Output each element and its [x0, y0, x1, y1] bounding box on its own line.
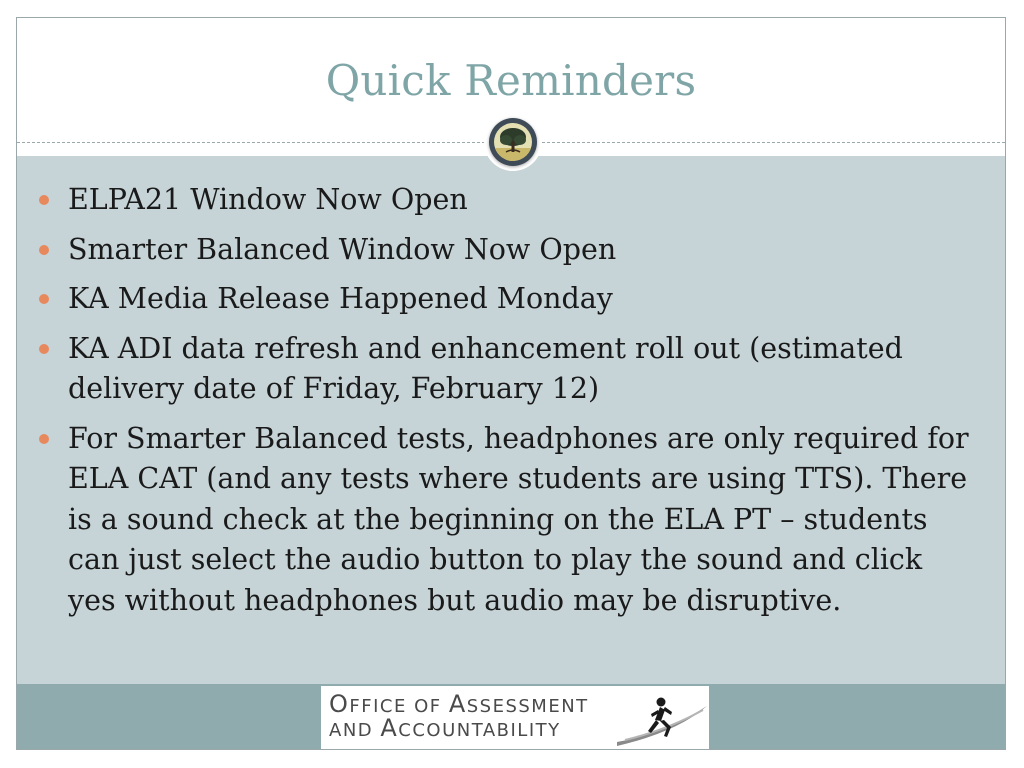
bullet-item [39, 279, 969, 320]
bullet-text: KA Media Release Happened Monday [68, 282, 613, 315]
bullet-dot-icon [39, 245, 49, 255]
seal-face [494, 123, 532, 161]
tree-seal-icon [484, 113, 542, 171]
slide [16, 17, 1006, 750]
bullet-item [39, 230, 969, 271]
tree-icon [494, 123, 532, 161]
bullet-item [39, 329, 969, 410]
bullet-dot-icon [39, 434, 49, 444]
seal-ring [489, 118, 537, 166]
bullet-list [39, 180, 969, 630]
logo-initial-o: O [329, 690, 350, 718]
logo-text-accountability: CCOUNTABILITY [398, 720, 561, 741]
bullet-text: Smarter Balanced Window Now Open [68, 232, 617, 266]
bullet-dot-icon [39, 195, 49, 205]
content-area [17, 156, 1005, 684]
runner-icon [617, 690, 709, 748]
slide-title: Quick Reminders [325, 56, 697, 105]
logo-initial-a: A [448, 690, 467, 718]
logo-line-2 [329, 714, 561, 742]
bullet-text: KA ADI data refresh and enhancement roll out (estimated delivery date of Friday, February 12) [68, 331, 903, 405]
logo-text-assessment: SSESSMENT [466, 696, 589, 717]
office-logo [321, 686, 709, 750]
bullet-text: For Smarter Balanced tests, headphones are only required for ELA CAT (and any tests where students are using TTS). There is a sound check at the beginning on the ELA PT – students can just select the audio button to play the sound and click yes without headphones but audio may be disruptive. [68, 421, 969, 617]
logo-initial-a2: A [380, 714, 399, 742]
logo-text-and: AND [329, 720, 381, 741]
bullet-dot-icon [39, 344, 49, 354]
logo-text-office-of: FFICE OF [349, 696, 449, 717]
bullet-dot-icon [39, 294, 49, 304]
bullet-item [39, 419, 969, 622]
bullet-text: ELPA21 Window Now Open [68, 183, 468, 216]
bullet-item [39, 180, 969, 221]
